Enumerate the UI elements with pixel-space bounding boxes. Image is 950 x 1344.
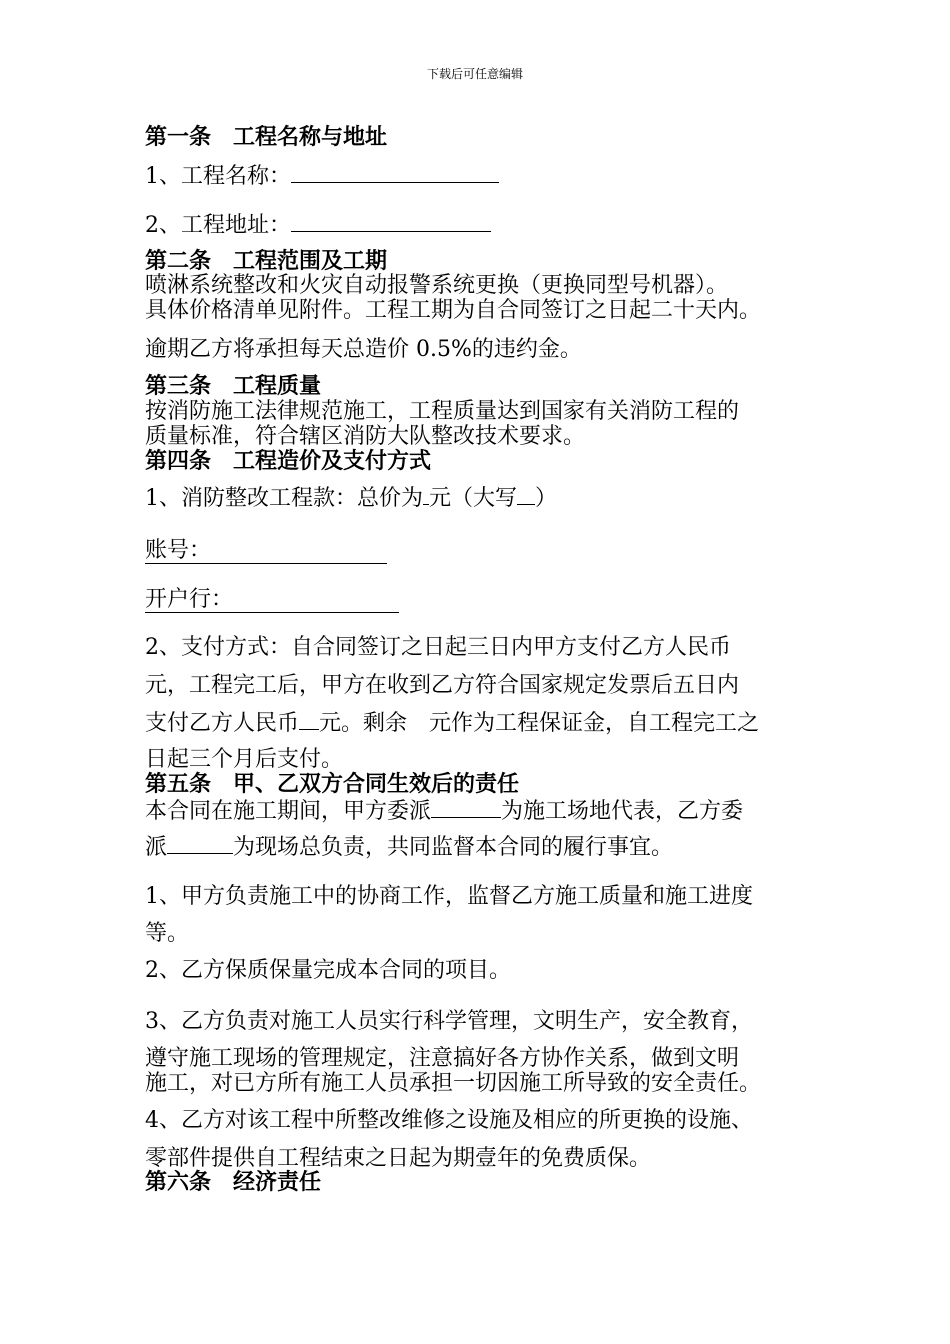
section-6-heading: 第六条 经济责任 — [145, 1170, 322, 1195]
section-2-paragraph-3: 逾期乙方将承担每天总造价 0.5%的违约金。 — [145, 337, 582, 362]
payment-total-close: ） — [535, 486, 558, 511]
account-underline — [145, 537, 387, 564]
project-address-row — [145, 211, 491, 240]
duty-3-line-1: 3、乙方负责对施工人员实行科学管理，文明生产，安全教育， — [145, 1009, 753, 1034]
section-5-paragraph-2 — [145, 833, 673, 862]
section-1-heading: 第一条 工程名称与地址 — [145, 125, 388, 150]
payment-terms-line-3a: 支付乙方人民币 — [145, 711, 300, 736]
section-5-paragraph-1 — [145, 797, 743, 826]
section-3-paragraph-1: 按消防施工法律规范施工，工程质量达到国家有关消防工程的 — [145, 399, 740, 424]
payment-total-uppercase-label: 元（大写 — [429, 486, 518, 511]
payment-terms-line-1: 2、支付方式：自合同签订之日起三日内甲方支付乙方人民币 — [145, 635, 731, 660]
section-5-paragraph-2b: 为现场总负责，共同监督本合同的履行事宜。 — [233, 835, 674, 860]
section-3-paragraph-2: 质量标准，符合辖区消防大队整改技术要求。 — [145, 424, 586, 449]
project-name-blank — [291, 162, 499, 183]
payment-terms-line-4: 日起三个月后支付。 — [145, 747, 344, 772]
duty-1-line-1: 1、甲方负责施工中的协商工作，监督乙方施工质量和施工进度 — [145, 884, 753, 909]
payment-terms-line-2: 元，工程完工后，甲方在收到乙方符合国家规定发票后五日内 — [145, 673, 740, 698]
duty-1-line-2: 等。 — [145, 921, 190, 946]
section-5-paragraph-1b: 为施工场地代表，乙方委 — [501, 799, 744, 824]
section-2-paragraph-1: 喷淋系统整改和火灾自动报警系统更换（更换同型号机器）。 — [145, 273, 729, 298]
party-b-rep-blank — [167, 833, 233, 854]
section-3-heading: 第三条 工程质量 — [145, 374, 322, 399]
duty-3-line-2: 遵守施工现场的管理规定，注意搞好各方协作关系，做到文明 — [145, 1046, 740, 1071]
bank-underline — [145, 586, 399, 613]
project-address-blank — [291, 211, 491, 232]
duty-3-line-3: 施工，对已方所有施工人员承担一切因施工所导致的安全责任。 — [145, 1071, 762, 1096]
account-label: 账号： — [145, 538, 212, 563]
project-name-row — [145, 162, 499, 191]
section-5-paragraph-1a: 本合同在施工期间，甲方委派 — [145, 799, 432, 824]
payment-terms-line-3 — [145, 709, 759, 738]
payment-total-label: 1、消防整改工程款：总价为 — [145, 486, 423, 511]
payment-terms-line-3b: 元。剩余 元作为工程保证金，自工程完工之 — [319, 711, 760, 736]
section-2-heading: 第二条 工程范围及工期 — [145, 249, 388, 274]
party-a-rep-blank — [431, 797, 501, 818]
bank-label: 开户行： — [145, 587, 234, 612]
section-5-heading: 第五条 甲、乙双方合同生效后的责任 — [145, 772, 520, 797]
section-4-heading: 第四条 工程造价及支付方式 — [145, 449, 432, 474]
project-address-label: 2、工程地址： — [145, 213, 291, 238]
section-5-paragraph-2a: 派 — [145, 835, 168, 860]
section-2-paragraph-2: 具体价格清单见附件。工程工期为自合同签订之日起二十天内。 — [145, 298, 762, 323]
payment-total-row — [145, 484, 557, 513]
bank-row — [145, 586, 399, 614]
page-header: 下载后可任意编辑 — [426, 67, 523, 81]
account-row — [145, 537, 387, 565]
payment-total-uppercase-blank — [517, 484, 535, 505]
payment-amount-blank — [299, 709, 319, 730]
duty-4-line-1: 4、乙方对该工程中所整改维修之设施及相应的所更换的设施、 — [145, 1108, 753, 1133]
project-name-label: 1、工程名称： — [145, 164, 291, 189]
duty-2: 2、乙方保质保量完成本合同的项目。 — [145, 958, 511, 983]
duty-4-line-2: 零部件提供自工程结束之日起为期壹年的免费质保。 — [145, 1146, 652, 1171]
